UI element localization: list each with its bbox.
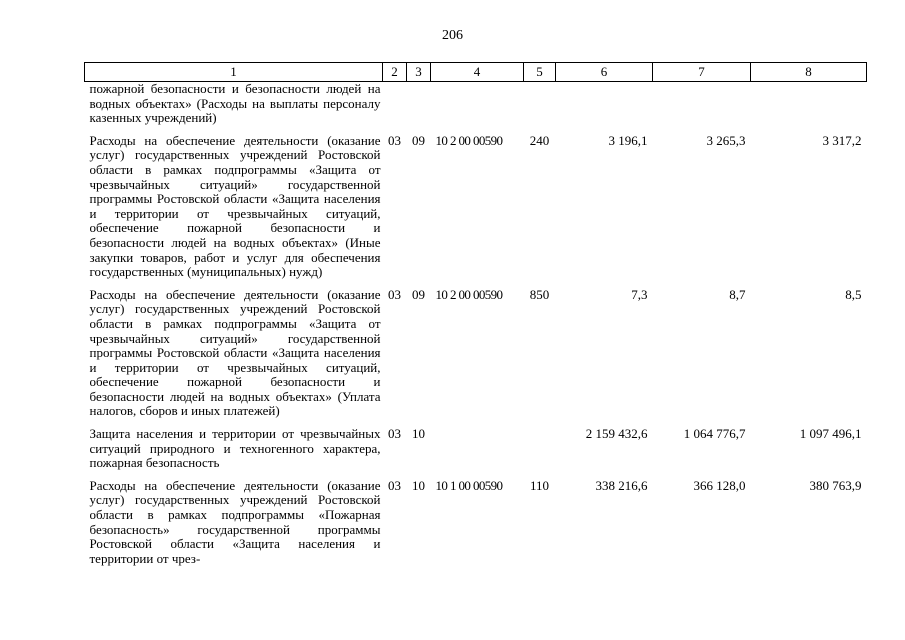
row-target-item: 10 2 00 00590 <box>435 132 503 148</box>
row-target-item <box>431 423 524 475</box>
row-subsection: 10 <box>412 426 425 442</box>
row-amount-year3: 3 317,2 <box>822 132 862 148</box>
header-col-2: 2 <box>383 63 407 82</box>
row-amount-year2: 3 265,3 <box>706 132 746 148</box>
row-amount-year1: 338 216,6 <box>595 477 648 493</box>
row-amount-year2 <box>653 82 751 130</box>
row-amount-year3 <box>751 82 867 130</box>
row-expense-type: 850 <box>529 286 550 302</box>
row-amount-year3: 8,5 <box>845 286 862 302</box>
header-col-8: 8 <box>751 63 867 82</box>
header-col-4: 4 <box>431 63 524 82</box>
row-target-item: 10 1 00 00590 <box>435 477 503 493</box>
header-col-5: 5 <box>524 63 556 82</box>
table-row <box>85 423 867 475</box>
row-amount-year2: 1 064 776,7 <box>683 426 746 442</box>
row-expense-type: 110 <box>529 477 550 493</box>
row-description: Защита населения и территории от чрезвычайных ситуаций природного и техногенного характера, пожарная безопасность <box>89 426 381 471</box>
row-subsection: 09 <box>412 132 425 148</box>
row-amount-year2: 8,7 <box>729 286 746 302</box>
row-target-item <box>431 82 524 130</box>
row-section: 03 <box>388 132 401 148</box>
row-amount-year2: 366 128,0 <box>693 477 746 493</box>
header-col-1: 1 <box>85 63 383 82</box>
row-description: Расходы на обеспечение деятельности (оказание услуг) государственных учреждений Ростовской области в рамках подпрограммы «Пожарная безопасность» государственной программы Ростовской области «Защита населения и территории от чрез- <box>89 477 381 566</box>
row-description: пожарной безопасности и безопасности людей на водных объектах» (Расходы на выплаты персоналу казенных учреждений) <box>89 81 381 126</box>
row-amount-year1: 2 159 432,6 <box>585 426 648 442</box>
table-row <box>85 284 867 423</box>
table-row <box>85 475 867 571</box>
row-section: 03 <box>388 286 401 302</box>
row-description: Расходы на обеспечение деятельности (оказание услуг) государственных учреждений Ростовской области в рамках подпрограммы «Защита от чрезвычайных ситуаций» государственной программы Ростовской области «Защита населения и территории от чрезвычайных ситуаций, обеспечение пожарной безопасности и безопасности людей на водных объектах» (Уплата налогов, сборов и иных платежей) <box>89 286 381 419</box>
row-subsection <box>407 82 431 130</box>
row-section: 03 <box>388 426 401 442</box>
row-amount-year3: 1 097 496,1 <box>799 426 862 442</box>
row-amount-year1 <box>556 82 653 130</box>
page-number: 206 <box>442 28 463 43</box>
row-amount-year3: 380 763,9 <box>809 477 862 493</box>
row-amount-year1: 3 196,1 <box>608 132 648 148</box>
header-col-6: 6 <box>556 63 653 82</box>
row-subsection: 10 <box>412 477 425 493</box>
row-expense-type <box>524 82 556 130</box>
table-row <box>85 130 867 284</box>
row-section: 03 <box>388 477 401 493</box>
row-section <box>383 82 407 130</box>
header-col-3: 3 <box>407 63 431 82</box>
row-expense-type <box>524 423 556 475</box>
row-description: Расходы на обеспечение деятельности (оказание услуг) государственных учреждений Ростовской области в рамках подпрограммы «Защита от чрезвычайных ситуаций» государственной программы Ростовской области «Защита населения и территории от чрезвычайных ситуаций, обеспечение пожарной безопасности и безопасности людей на водных объектах» (Иные закупки товаров, работ и услуг для обеспечения государственных (муниципальных) нужд) <box>89 132 381 280</box>
table-header-row <box>85 63 867 82</box>
row-expense-type: 240 <box>529 132 550 148</box>
row-amount-year1: 7,3 <box>631 286 648 302</box>
row-target-item: 10 2 00 00590 <box>435 286 503 302</box>
budget-table <box>84 62 867 570</box>
header-col-7: 7 <box>653 63 751 82</box>
row-subsection: 09 <box>412 286 425 302</box>
table-row <box>85 82 867 130</box>
